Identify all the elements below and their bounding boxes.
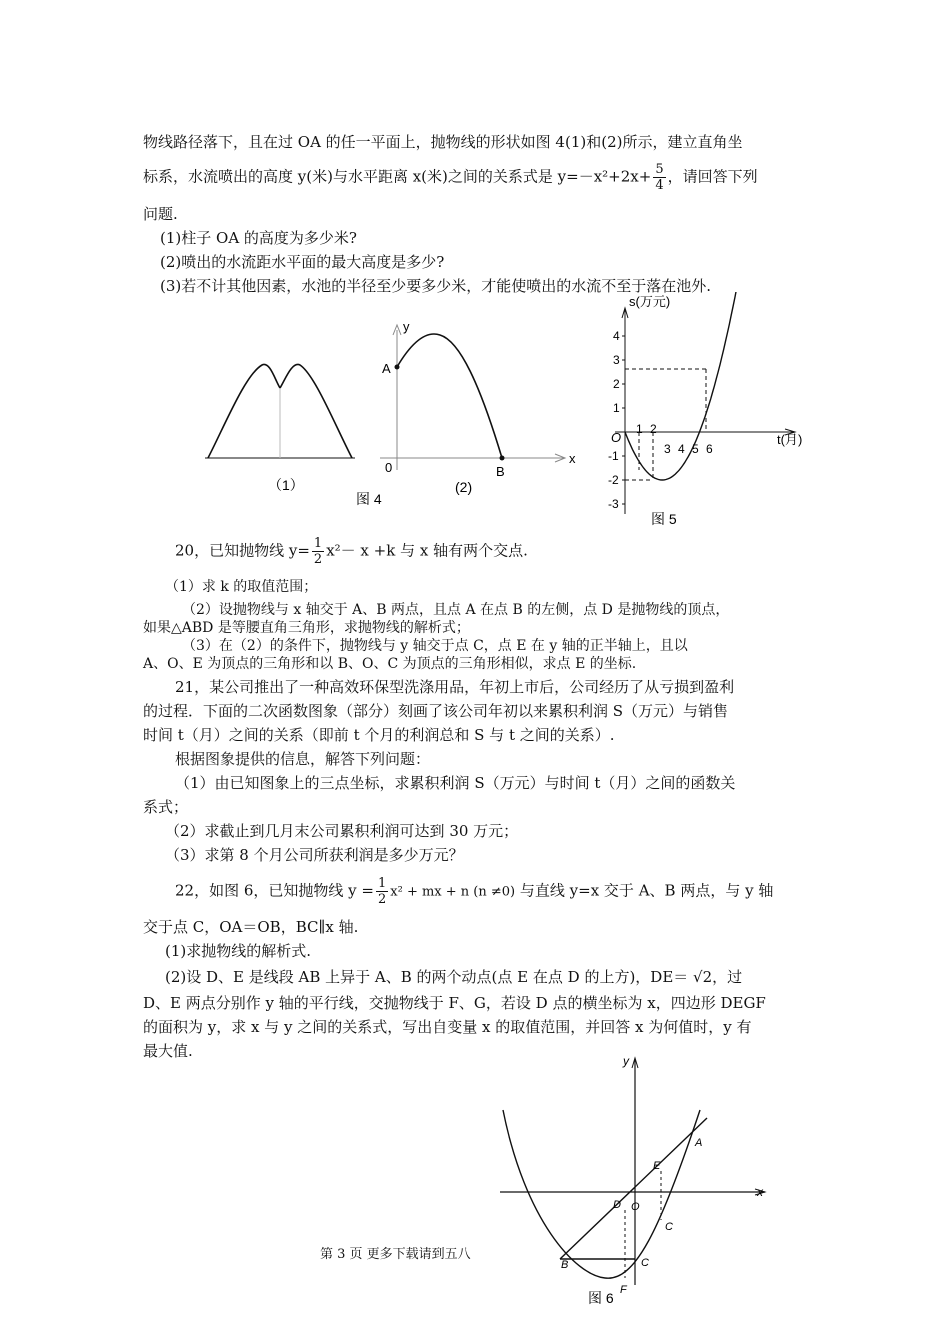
fig5-y-tick-label: -2: [608, 473, 619, 487]
fig5-x-tick-label-bottom: 4: [678, 442, 685, 456]
fig5-y-tick-label: 4: [613, 329, 620, 343]
fig6-label-c-bottom: C: [641, 1257, 649, 1269]
q20-line1-prefix: 20，已知抛物线 y=: [175, 541, 310, 560]
fig5-origin: O: [611, 430, 622, 445]
fig4-caption: 图 4: [356, 491, 382, 507]
fig6-caption: 图 6: [588, 1290, 614, 1306]
q20-sub1: （1）求 k 的取值范围；: [165, 579, 318, 595]
q20-line1-suffix: x²－ x +k 与 x 轴有两个交点.: [326, 541, 528, 560]
q22-sub2-line3: 的面积为 y，求 x 与 y 之间的关系式，写出自变量 x 的取值范围，并回答 x 为何值时，y 有: [143, 1018, 752, 1036]
q20-sub2-line2: 如果△ABD 是等腰直角三角形，求抛物线的解析式；: [143, 620, 470, 636]
q19-line2-prefix: 标系，水流喷出的高度 y(米)与水平距离 x(米)之间的关系式是 y=－x²+2x+: [143, 167, 652, 186]
fig5-y-tick-label: -3: [608, 497, 619, 511]
fig6-axis-y: y: [623, 1054, 629, 1068]
q22-sub2-line4: 最大值.: [143, 1042, 193, 1060]
fig6-label-o: O: [631, 1201, 640, 1213]
q21-sub1-line1: （1）由已知图象上的三点坐标，求累积利润 S（万元）与时间 t（月）之间的函数关: [175, 774, 736, 792]
q19-frac-num: 5: [655, 162, 664, 177]
q21-line1: 21，某公司推出了一种高效环保型洗涤用品，年初上市后，公司经历了从亏损到盈利: [175, 678, 735, 696]
q21-sub1-line2: 系式；: [143, 798, 189, 816]
q19-fraction: [653, 162, 665, 193]
q22-line1-mid: x² + mx + n (n ≠0): [390, 884, 516, 900]
fig6-label-e: E: [653, 1160, 661, 1172]
q20-fraction: [312, 536, 324, 567]
figure-6: [485, 1050, 775, 1310]
q22-frac-num: 1: [377, 876, 387, 891]
q20-sub2-line1: （2）设抛物线与 x 轴交于 A、B 两点，且点 A 在点 B 的左侧，点 D 是抛物线的顶点，: [182, 602, 730, 618]
q19-sub3: (3)若不计其他因素，水池的半径至少要多少米，才能使喷出的水流不至于落在池外.: [160, 277, 712, 295]
fig5-x-tick-label-bottom: 3: [664, 442, 671, 456]
q22-sub1: (1)求抛物线的解析式.: [165, 942, 312, 960]
q19-sub1: (1)柱子 OA 的高度为多少米?: [160, 229, 357, 247]
fig6-parabola: [503, 1110, 703, 1278]
fig5-y-tick-label: 1: [613, 401, 620, 415]
fig5-x-tick-label-top: 1: [636, 422, 643, 436]
fig4-origin: 0: [385, 460, 393, 475]
q20-frac-num: 1: [313, 536, 323, 551]
q20-sub3-line1: （3）在（2）的条件下，抛物线与 y 轴交于点 C，点 E 在 y 轴的正半轴上，且以: [182, 638, 688, 654]
fig5-ticks: [608, 329, 713, 511]
fig5-x-label: t(月): [777, 432, 803, 447]
q19-sub2: (2)喷出的水流距水平面的最大高度是多少?: [160, 253, 445, 271]
q22-frac-den: 2: [377, 892, 387, 907]
fig5-x-tick-label-top: 2: [650, 422, 657, 436]
fig4-label-2: (2): [455, 479, 473, 495]
q19-frac-den: 4: [655, 178, 664, 193]
q22-line1: [175, 876, 773, 907]
fig6-label-c-right: C: [665, 1221, 673, 1233]
fig6-label-d: D: [613, 1199, 621, 1211]
fig6-label-a: A: [695, 1137, 703, 1149]
q21-line4: 根据图象提供的信息，解答下列问题：: [175, 750, 431, 768]
page-footer: 第 3 页 更多下载请到五八: [320, 1247, 471, 1262]
fig6-axis-x: x: [757, 1185, 763, 1199]
figure-4: [200, 315, 590, 515]
fig4-point-a-dot: [395, 365, 400, 370]
q21-sub2: （2）求截止到几月末公司累积利润可达到 30 万元；: [165, 822, 519, 840]
fig5-x-tick-label-bottom: 5: [692, 442, 699, 456]
fig4-point-b-dot: [500, 456, 505, 461]
q22-line2: 交于点 C，OA＝OB，BC∥x 轴.: [143, 918, 359, 936]
fig6-label-b: B: [561, 1259, 569, 1271]
q19-line2: [143, 162, 758, 193]
fig4-axis-x: x: [569, 451, 576, 466]
q22-sub2-line1: (2)设 D、E 是线段 AB 上异于 A、B 的两个动点(点 E 在点 D 的上方)，DE＝ √2，过: [165, 968, 743, 986]
q19-line2-suffix: ，请回答下列: [667, 167, 758, 186]
fig5-y-label: s(万元): [629, 294, 671, 309]
q21-sub3: （3）求第 8 个月公司所获利润是多少万元？: [165, 846, 464, 864]
q20-frac-den: 2: [313, 552, 323, 567]
q22-line1-prefix: 22，如图 6，已知抛物线 y =: [175, 881, 374, 900]
fig4-2-curve: [397, 334, 502, 458]
fig4-label-1: （1）: [268, 477, 304, 493]
figure-5: [595, 292, 820, 530]
q22-sub2-line2: D、E 两点分别作 y 轴的平行线，交抛物线于 F、G，若设 D 点的横坐标为 x，四边形 DEGF: [143, 994, 766, 1012]
fig5-caption: 图 5: [651, 511, 677, 527]
q21-line2: 的过程．下面的二次函数图象（部分）刻画了该公司年初以来累积利润 S（万元）与销售: [143, 702, 729, 720]
q19-line3: 问题.: [143, 205, 178, 223]
fig4-axis-y: y: [403, 319, 410, 334]
q20-line1: [175, 536, 528, 567]
fig4-point-a: A: [382, 361, 391, 376]
q20-sub3-line2: A、O、E 为顶点的三角形和以 B、O、C 为顶点的三角形相似，求点 E 的坐标.: [143, 656, 637, 672]
fig4-point-b: B: [496, 464, 505, 479]
q22-line1-suffix: 与直线 y=x 交于 A、B 两点，与 y 轴: [519, 881, 774, 900]
fig5-y-tick-label: 2: [613, 377, 620, 391]
q19-line1: 物线路径落下，且在过 OA 的任一平面上，抛物线的形状如图 4(1)和(2)所示，建立直角坐: [143, 133, 743, 151]
q22-fraction: [376, 876, 388, 907]
fig6-label-f: F: [620, 1284, 627, 1296]
fig5-y-tick-label: -1: [608, 449, 619, 463]
fig5-x-tick-label-bottom: 6: [706, 442, 713, 456]
fig5-y-tick-label: 3: [613, 353, 620, 367]
q21-line3: 时间 t（月）之间的关系（即前 t 个月的利润总和 S 与 t 之间的关系）.: [143, 726, 615, 744]
fig5-curve: [625, 292, 746, 480]
fig6-line: [560, 1118, 707, 1259]
